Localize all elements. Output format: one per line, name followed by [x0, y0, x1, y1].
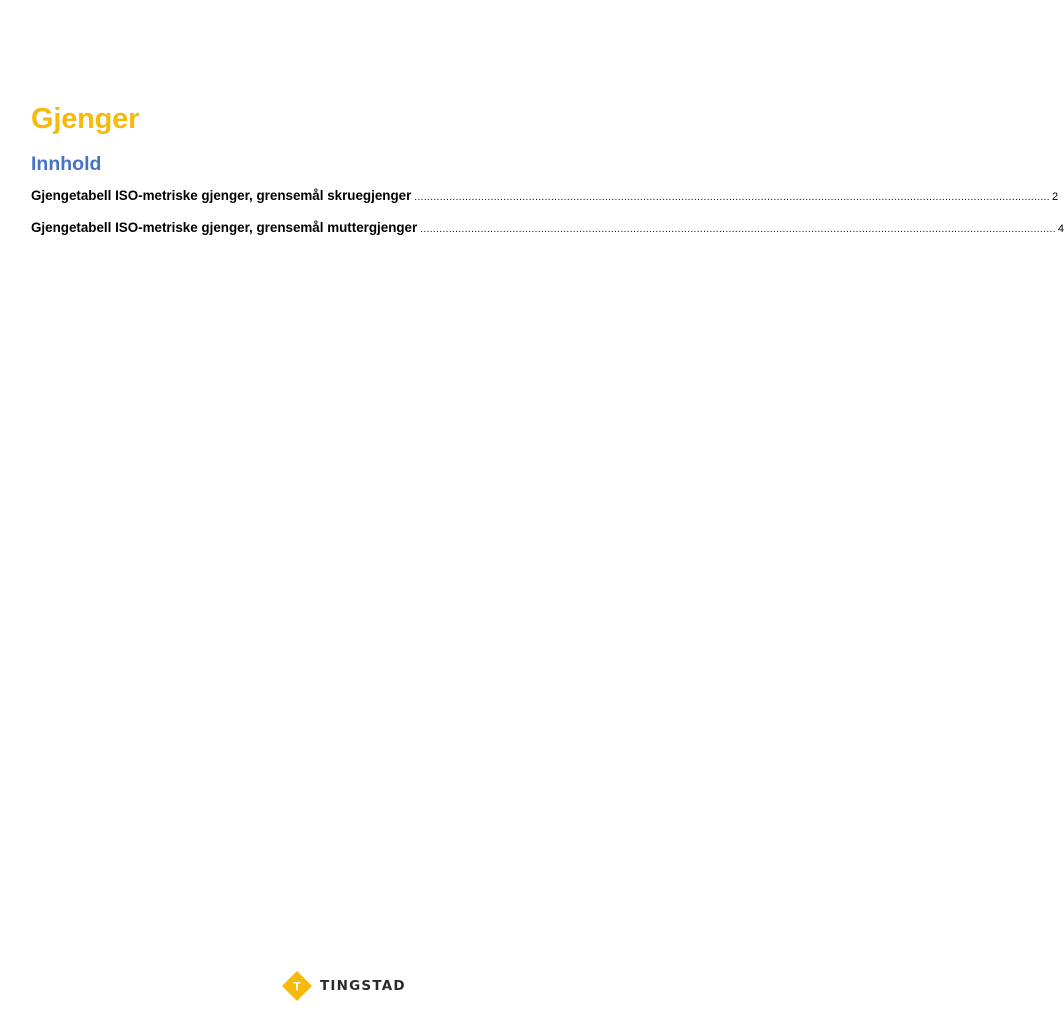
toc-entry-skruegjenger[interactable] [31, 188, 1059, 210]
logo-wordmark: TINGSTAD [320, 978, 406, 994]
toc-entry-title[interactable]: Gjengetabell ISO-metriske gjenger, grensemål skruegjenger [31, 188, 412, 203]
toc-page-number[interactable]: 4 [1057, 223, 1064, 235]
svg-text:T: T [293, 979, 301, 994]
toc-entry-muttergjenger[interactable] [31, 220, 1064, 242]
table-of-contents [31, 188, 1064, 252]
toc-entry-title[interactable]: Gjengetabell ISO-metriske gjenger, grensemål muttergjenger [31, 220, 418, 235]
footer-logo [281, 970, 406, 1002]
toc-heading: Innhold [31, 153, 102, 175]
toc-dot-leader: ........................................................................................................................................................................................................ [420, 224, 1056, 235]
document-title: Gjenger [31, 103, 140, 135]
toc-dot-leader: ........................................................................................................................................................................................................ [414, 192, 1050, 203]
tingstad-diamond-logo-icon [281, 970, 313, 1002]
toc-page-number[interactable]: 2 [1051, 191, 1059, 203]
